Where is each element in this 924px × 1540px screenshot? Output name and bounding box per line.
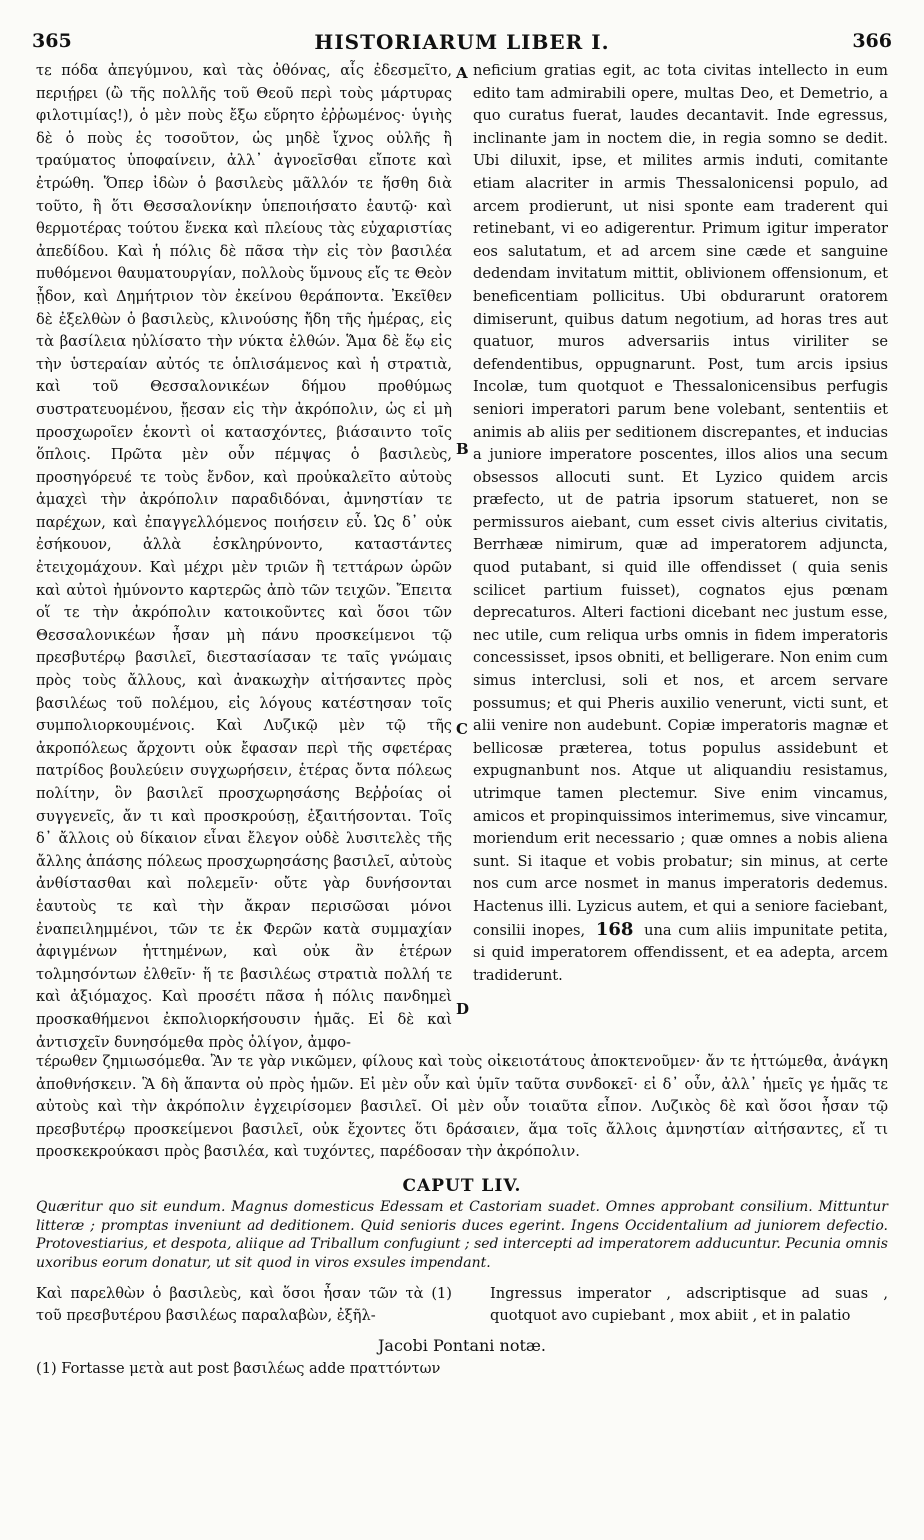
chapter-summary: Quæritur quo sit eundum. Magnus domesticus Edessam et Castoriam suadet. Omnes approbant consilium. Mittuntur litteræ ; promptas inveniunt ad deditionem. Quid senioris duces egerint. Ingens Occidentalium ad juniorem defectio. Protovestiarius, et despota, aliique ad Triballum confugiunt ; sed intercepti ad imperatorem adducuntur. Pecunia omnis uxoribus eorum donatur, ut sit quod in viros exsules impendant. [36, 1199, 888, 1271]
section-marker-a: A [456, 64, 468, 82]
chapter-title: CAPUT LIV. [402, 1176, 522, 1196]
page-number-left: 365 [32, 30, 72, 52]
latin-text [473, 60, 888, 987]
greek-chapter-start: Καὶ παρελθὼν ὁ βασιλεὺς, καὶ ὅσοι ἦσαν τῶν τὰ (1) τοῦ πρεσβυτέρου βασιλέως παραλαβὼν, ἐξῆλ- [36, 1285, 452, 1324]
latin-text-after: una cum aliis impunitate petita, si quid imperatorem offendissent, et ea adepta, arcem tradiderunt. [473, 921, 889, 984]
page-number-right: 366 [852, 30, 892, 52]
greek-text: τε πόδα ἀπεγύμνου, καὶ τὰς ὀθόνας, αἷς ἐδεσμεῖτο, περιῄρει (ὢ τῆς πολλῆς τοῦ Θεοῦ περὶ τοὺς μάρτυρας φιλοτιμίας!), ὁ μὲν ποὺς ἔξω εὕρητο ἐῤῥωμένος· ὑγιὴς δὲ ὁ ποὺς ἐς τοσοῦτον, ὡς μηδὲ ἴχνος οὐλῆς ἢ τραύματος ὑποφαίνειν, ἀλλ᾽ ἀγνοεῖσθαι εἴποτε καὶ ἐτρώθη. Ὅπερ ἰδὼν ὁ βασιλεὺς μᾶλλόν τε ἥσθη διὰ τοῦτο, ἢ ὅτι Θεσσαλονίκην ὑπεποιήσατο ἑαυτῷ· καὶ θερμοτέρας τούτου ἕνεκα καὶ πλείους τὰς εὐχαριστίας ἀπεδίδου. Καὶ ἡ πόλις δὲ πᾶσα τὴν εἰς τὸν βασιλέα πυθόμενοι θαυματουργίαν, πολλοὺς ὕμνους εἴς τε Θεὸν ᾖδον, καὶ Δημήτριον τὸν ἐκείνου θεράποντα. Ἐκεῖθεν δὲ ἐξελθὼν ὁ βασιλεὺς, κλινούσης ἤδη τῆς ἡμέρας, εἰς τὰ βασίλεια ηὐλίσατο τὴν νύκτα ἐλθών. Ἅμα δὲ ἕῳ εἰς τὴν ὑστεραίαν αὐτός τε ὁπλισάμενος καὶ ἡ στρατιὰ, καὶ τοῦ Θεσσαλονικέων δήμου προθύμως συστρατευομένου, ᾔεσαν εἰς τὴν ἀκρόπολιν, ὡς εἰ μὴ προσχωροῖεν ἑκοντὶ οἱ κατασχόντες, βιάσαιντο τοῖς ὅπλοις. Πρῶτα μὲν οὖν πέμψας ὁ βασιλεὺς, προσηγόρευέ τε τοὺς ἔνδον, καὶ προὐκαλεῖτο αὐτοὺς ἀμαχεὶ τὴν ἀκρόπολιν παραδιδόναι, ἀμνηστίαν τε παρέχων, καὶ ἐπαγγελλόμενος ποιήσειν εὖ. Ὡς δ᾽ οὐκ ἐσήκουον, ἀλλὰ ἐσκληρύνοντο, καταστάντες ἐτειχομάχουν. Καὶ μέχρι μὲν τριῶν ἢ τεττάρων ὡρῶν καὶ αὐτοὶ ἠμύνοντο καρτερῶς ἀπὸ τῶν τειχῶν. Ἔπειτα οἵ τε τὴν ἀκρόπολιν κατοικοῦντες καὶ ὅσοι τῶν Θεσσαλονικέων ἦσαν μὴ πάνυ προσκείμενοι τῷ πρεσβυτέρῳ βασιλεῖ, διεστασίασαν τε ταῖς γνώμαις πρὸς τοὺς ἄλλους, καὶ ἀνακωχὴν αἰτήσαντες πρὸς βασιλέως τοῦ πολέμου, εἰς λόγους κατέστησαν τοῖς συμπολιορκουμένοις. Καὶ Λυζικῷ μὲν τῷ τῆς ἀκροπόλεως ἄρχοντι οὐκ ἔφασαν περὶ τῆς σφετέρας πατρίδος βουλεύειν συγχωρήσειν, ἑτέρας ὄντα πόλεως πολίτην, ὃν βασιλεῖ προσχωρησάσης Βεῤῥοίας οἱ συγγενεῖς, ἄν τι καὶ προσκρούσῃ, ἐξαιτήσονται. Τοῖς δ᾽ ἄλλοις οὐ δίκαιον εἶναι ἔλεγον οὐδὲ λυσιτελὲς τῆς ἄλλης ἁπάσης πόλεως προσχωρησάσης βασιλεῖ, αὐτοὺς ἀνθίστασθαι καὶ πολεμεῖν· οὔτε γὰρ δυνήσονται ἑαυτοὺς τε καὶ τὴν ἄκραν περισῶσαι μόνοι ἐναπειλημμένοι, τῶν τε ἐκ Φερῶν κατὰ συμμαχίαν ἀφιγμένων ἡττημένων, καὶ οὐκ ἂν ἑτέρων τολμησόντων ἐλθεῖν· ἥ τε βασιλέως στρατιὰ πολλή τε καὶ ἀξιόμαχος. Καὶ προσέτι πᾶσα ἡ πόλις πανδημεὶ προσκαθήμενοι ἐκπολιορκήσουσιν ἡμᾶς. Εἰ δὲ καὶ ἀντισχεῖν δυνησόμεθα πρὸς ὀλίγον, ἀμφο- [36, 62, 452, 1051]
page-header [32, 30, 892, 56]
section-marker-b: B [456, 440, 469, 458]
greek-wide-paragraph [36, 1051, 888, 1164]
latin-column [473, 60, 888, 987]
running-title: HISTORIARUM LIBER I. [314, 30, 610, 54]
greek-column [36, 60, 452, 1054]
notes-title: Jacobi Pontani notæ. [377, 1336, 546, 1355]
footnote-1: (1) Fortasse μετὰ aut post βασιλέως adde πραττόντων [36, 1360, 441, 1377]
greek-wide-text: τέρωθεν ζημιωσόμεθα. Ἂν τε γὰρ νικῶμεν, φίλους καὶ τοὺς οἰκειοτάτους ἀποκτενοῦμεν· ἄν τε ἡττώμεθα, ἀνάγκη ἀποθνήσκειν. Ἃ δὴ ἅπαντα οὐ πρὸς ἡμῶν. Εἰ μὲν οὖν καὶ ὑμῖν ταῦτα συνδοκεῖ· εἰ δ᾽ οὖν, ἀλλ᾽ ἡμεῖς γε ἡμᾶς τε αὐτοὺς καὶ τὴν ἀκρόπολιν ἐγχειρίσομεν βασιλεῖ. Οἱ μὲν οὖν τοιαῦτα εἶπον. Λυζικὸς δὲ καὶ ὅσοι ἦσαν τῷ πρεσβυτέρῳ προσκείμενοι βασιλεῖ, οὐκ ἔχοντες ὅτι δράσαιεν, ἅμα τοῖς ἄλλοις ἀμνηστίαν αἰτήσαντες, εἴ τι προσκεκρούκασι πρὸς βασιλέα, καὶ τυχόντες, παρέδοσαν τὴν ἀκρόπολιν. [36, 1053, 888, 1161]
section-marker-d: D [456, 1000, 470, 1018]
latin-text-before: neficium gratias egit, ac tota civitas intellecto in eum edito tam admirabili opere, multas Deo, et Demetrio, a quo curatus fuerat, laudes decantavit. Inde egressus, inclinante jam in noctem die, in regia somno se dedit. Ubi diluxit, ipse, et milites armis induti, comitante etiam alacriter in armis Thessalonicensi populo, ad arcem prodierunt, ut nisi sponte eam traderent qui retinebant, vi eo adigerentur. Primum igitur imperator eos salutatum, et ad arcem sine cæde et sanguine dedendam invitatum mittit, oblivionem offensionum, et beneficentiam pollicitus. Ubi obdurarunt oratorem dimiserunt, quibus datum negotium, ad horas tres aut quatuor, muros adversariis intus viriliter se defendentibus, oppugnarunt. Post, tum arcis ipsius Incolæ, tum quotquot e Thessalonicensibus perfugis seniori imperatori parum bene volebant, sententiis et animis ab aliis per seditionem discrepantes, et inducias a juniore imperatore poscentes, illos alios una secum obsessos allocuti sunt. Et Lyzico quidem arcis præfecto, ut de patria ipsorum statueret, non se permissuros aiebant, cum esset civis alterius civitatis, Berrhææ nimirum, quæ ad imperatorem adjuncta, quod putabant, si quid ille offendisset ( quia senis scilicet partium fuisset), cognatos ejus pœnam deprecaturos. Alteri factioni dicebant nec justum esse, nec utile, cum reliqua urbs omnis in fidem imperatoris concessisset, ipsos obniti, et belligerare. Non enim cum simus interclusi, soli et nos, et arcem servare possumus; et qui Pheris auxilio venerunt, victi sunt, et alii venire non audebunt. Copiæ imperatoris magnæ et bellicosæ præterea, totus populus assidebunt et expugnanbunt nos. Atque ut aliquandiu resistamus, utrimque tamen plectemur. Sive enim vincamus, amicos et propinquissimos interimemus, sive vincamur, moriendum erit necessario ; quæ omnes a nobis aliena sunt. Si itaque et vobis probatur; sin minus, at certe nos cum arce nosmet in manus imperatoris dedemus. Hactenus illi. Lyzicus autem, et qui a seniore faciebant, consilii inopes, [473, 62, 888, 939]
page-marker: 168 [595, 918, 634, 940]
latin-chapter-start: Ingressus imperator , adscriptisque ad suas , quotquot avo cupiebant , mox abiit , et in palatio [490, 1285, 888, 1324]
section-marker-c: C [456, 720, 468, 738]
